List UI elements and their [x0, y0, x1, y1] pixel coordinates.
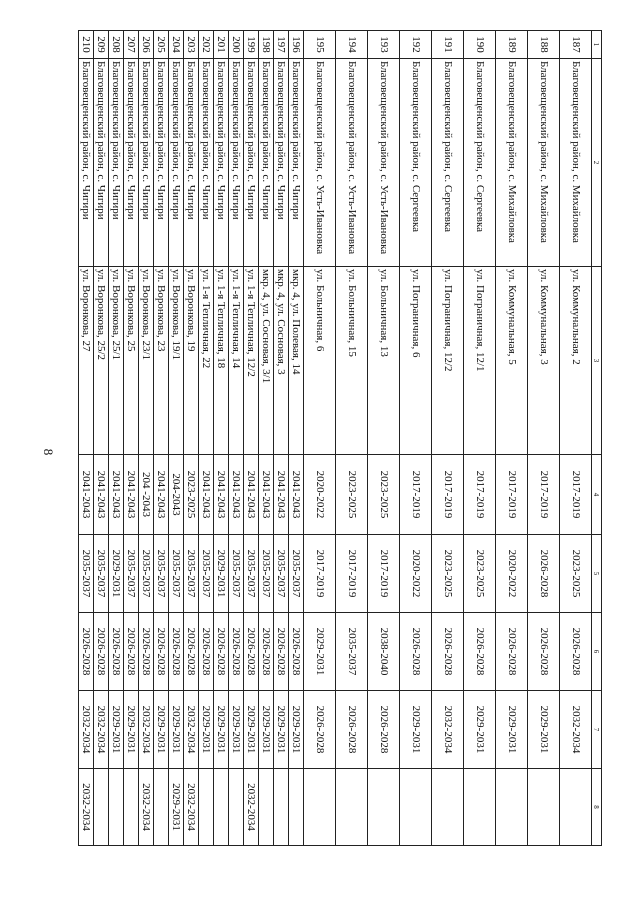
period-col7-cell: 2026-2028 [368, 691, 400, 769]
period-col7-cell: 2029-2031 [496, 691, 528, 769]
district-cell: Благовещенский район, с. Усть-Ивановка [368, 59, 400, 267]
district-cell: Благовещенский район, с. Чигири [214, 59, 229, 267]
period-col8-cell [528, 769, 560, 846]
period-col6-cell: 2026-2028 [154, 613, 169, 691]
header-cell-1: 1 [592, 31, 602, 59]
period-col4-cell: 2041-2043 [229, 455, 244, 535]
period-col6-cell: 2026-2028 [244, 613, 259, 691]
period-col6-cell: 2026-2028 [199, 613, 214, 691]
period-col4-cell: 2041-2043 [244, 455, 259, 535]
period-col8-cell [259, 769, 274, 846]
address-cell: ул. Коммунальная, 2 [560, 267, 592, 455]
address-cell: ул. Больничная, 15 [336, 267, 368, 455]
district-cell: Благовещенский район, с. Чигири [289, 59, 304, 267]
period-col7-cell: 2029-2031 [154, 691, 169, 769]
period-col5-cell: 2035-2037 [124, 535, 139, 613]
page-number: 8 [41, 448, 56, 456]
district-cell: Благовещенский район, с. Михайловка [528, 59, 560, 267]
period-col8-cell [229, 769, 244, 846]
period-col6-cell: 2026-2028 [560, 613, 592, 691]
table-row [464, 31, 496, 846]
period-col4-cell: 2017-2019 [496, 455, 528, 535]
period-col4-cell: 2017-2019 [560, 455, 592, 535]
period-col8-cell [199, 769, 214, 846]
period-col4-cell: 2023-2025 [368, 455, 400, 535]
header-cell-2: 2 [592, 59, 602, 267]
period-col6-cell: 2026-2028 [229, 613, 244, 691]
period-col8-cell: 2029-2031 [169, 769, 184, 846]
row-number-cell: 207 [124, 31, 139, 59]
period-col7-cell: 2029-2031 [109, 691, 124, 769]
rotated-table-area [80, 30, 602, 845]
period-col5-cell: 2035-2037 [244, 535, 259, 613]
period-col4-cell: 2041-2043 [154, 455, 169, 535]
table-row [199, 31, 214, 846]
header-cell-8: 8 [592, 769, 602, 846]
period-col8-cell [94, 769, 109, 846]
period-col8-cell [289, 769, 304, 846]
period-col6-cell: 2026-2028 [169, 613, 184, 691]
period-col8-cell: 2032-2034 [79, 769, 94, 846]
table-container [80, 30, 602, 845]
row-number-cell: 199 [244, 31, 259, 59]
district-cell: Благовещенский район, с. Чигири [169, 59, 184, 267]
period-col7-cell: 2032-2034 [560, 691, 592, 769]
table-row [560, 31, 592, 846]
row-number-cell: 205 [154, 31, 169, 59]
table-row [124, 31, 139, 846]
table-row [79, 31, 94, 846]
period-col7-cell: 2029-2031 [199, 691, 214, 769]
period-col7-cell: 2029-2031 [229, 691, 244, 769]
period-col7-cell: 2029-2031 [214, 691, 229, 769]
row-number-cell: 203 [184, 31, 199, 59]
period-col6-cell: 2026-2028 [274, 613, 289, 691]
table-row [432, 31, 464, 846]
row-number-cell: 195 [304, 31, 336, 59]
address-cell: ул. Воронкова, 25 [124, 267, 139, 455]
period-col5-cell: 2035-2037 [274, 535, 289, 613]
address-cell: ул. Коммунальная, 3 [528, 267, 560, 455]
period-col7-cell: 2029-2031 [528, 691, 560, 769]
row-number-cell: 189 [496, 31, 528, 59]
period-col5-cell: 2035-2037 [229, 535, 244, 613]
address-cell: ул. Пограничная, 12/2 [432, 267, 464, 455]
row-number-cell: 204 [169, 31, 184, 59]
district-cell: Благовещенский район, с. Чигири [199, 59, 214, 267]
period-col5-cell: 2023-2025 [432, 535, 464, 613]
period-col7-cell: 2029-2031 [169, 691, 184, 769]
district-cell: Благовещенский район, с. Михайловка [560, 59, 592, 267]
period-col5-cell: 2035-2037 [79, 535, 94, 613]
period-col7-cell: 2032-2034 [79, 691, 94, 769]
period-col7-cell: 2029-2031 [274, 691, 289, 769]
period-col8-cell [109, 769, 124, 846]
period-col7-cell: 2032-2034 [432, 691, 464, 769]
period-col5-cell: 2020-2022 [400, 535, 432, 613]
period-col8-cell [214, 769, 229, 846]
header-cell-5: 5 [592, 535, 602, 613]
table-row [274, 31, 289, 846]
district-cell: Благовещенский район, с. Чигири [244, 59, 259, 267]
period-col8-cell [432, 769, 464, 846]
period-col8-cell [336, 769, 368, 846]
period-col6-cell: 2026-2028 [139, 613, 154, 691]
period-col6-cell: 2026-2028 [184, 613, 199, 691]
period-col4-cell: 2023-2025 [336, 455, 368, 535]
table-row [244, 31, 259, 846]
period-col7-cell: 2029-2031 [289, 691, 304, 769]
district-cell: Благовещенский район, с. Чигири [139, 59, 154, 267]
period-col5-cell: 2029-2031 [109, 535, 124, 613]
header-cell-7: 7 [592, 691, 602, 769]
row-number-cell: 192 [400, 31, 432, 59]
period-col4-cell: 2017-2019 [528, 455, 560, 535]
period-col8-cell: 2032-2034 [184, 769, 199, 846]
address-cell: мкр. 4, ул. Сосновая, 3/1 [259, 267, 274, 455]
header-row [592, 31, 602, 846]
period-col4-cell: 204 -2043 [139, 455, 154, 535]
period-col4-cell: 204-2043 [169, 455, 184, 535]
row-number-cell: 201 [214, 31, 229, 59]
period-col5-cell: 2035-2037 [289, 535, 304, 613]
table-row [528, 31, 560, 846]
address-cell: ул. 1-я Тепличная, 22 [199, 267, 214, 455]
period-col5-cell: 2035-2037 [154, 535, 169, 613]
table-row [169, 31, 184, 846]
header-cell-3: 3 [592, 267, 602, 455]
period-col5-cell: 2017-2019 [304, 535, 336, 613]
period-col4-cell: 2041-2043 [94, 455, 109, 535]
table-row [336, 31, 368, 846]
period-col6-cell: 2026-2028 [109, 613, 124, 691]
row-number-cell: 193 [368, 31, 400, 59]
period-col6-cell: 2038-2040 [368, 613, 400, 691]
period-col8-cell [464, 769, 496, 846]
period-col6-cell: 2026-2028 [214, 613, 229, 691]
period-col7-cell: 2032-2034 [184, 691, 199, 769]
period-col4-cell: 2020-2022 [304, 455, 336, 535]
header-cell-4: 4 [592, 455, 602, 535]
period-col8-cell [560, 769, 592, 846]
address-cell: ул. Пограничная, 12/1 [464, 267, 496, 455]
row-number-cell: 188 [528, 31, 560, 59]
address-cell: ул. Воронкова, 25/2 [94, 267, 109, 455]
row-number-cell: 210 [79, 31, 94, 59]
district-cell: Благовещенский район, с. Сергеевка [400, 59, 432, 267]
row-number-cell: 208 [109, 31, 124, 59]
period-col8-cell: 2032-2034 [139, 769, 154, 846]
district-cell: Благовещенский район, с. Чигири [79, 59, 94, 267]
address-cell: ул. Воронкова, 23/1 [139, 267, 154, 455]
period-col8-cell: 2032-2034 [244, 769, 259, 846]
row-number-cell: 187 [560, 31, 592, 59]
district-cell: Благовещенский район, с. Чигири [274, 59, 289, 267]
row-number-cell: 209 [94, 31, 109, 59]
table-row [368, 31, 400, 846]
period-col4-cell: 2041-2043 [274, 455, 289, 535]
row-number-cell: 190 [464, 31, 496, 59]
period-col8-cell [274, 769, 289, 846]
period-col5-cell: 2023-2025 [560, 535, 592, 613]
period-col5-cell: 2035-2037 [139, 535, 154, 613]
district-cell: Благовещенский район, с. Чигири [229, 59, 244, 267]
table-row [154, 31, 169, 846]
row-number-cell: 191 [432, 31, 464, 59]
period-col6-cell: 2026-2028 [289, 613, 304, 691]
table-body [79, 31, 602, 846]
address-cell: ул. 1-я Тепличная, 14 [229, 267, 244, 455]
period-col6-cell: 2026-2028 [124, 613, 139, 691]
table-row [289, 31, 304, 846]
district-cell: Благовещенский район, с. Сергеевка [464, 59, 496, 267]
period-col5-cell: 2035-2037 [259, 535, 274, 613]
period-col7-cell: 2032-2034 [94, 691, 109, 769]
period-col4-cell: 2041-2043 [289, 455, 304, 535]
period-col8-cell [154, 769, 169, 846]
address-cell: мкр. 4, ул. Полевая, 14 [289, 267, 304, 455]
address-cell: ул. Пограничная, 6 [400, 267, 432, 455]
district-cell: Благовещенский район, с. Михайловка [496, 59, 528, 267]
period-col7-cell: 2032-2034 [139, 691, 154, 769]
address-cell: ул. Воронкова, 23 [154, 267, 169, 455]
period-col7-cell: 2026-2028 [336, 691, 368, 769]
row-number-cell: 202 [199, 31, 214, 59]
period-col7-cell: 2029-2031 [400, 691, 432, 769]
table-row [304, 31, 336, 846]
district-cell: Благовещенский район, с. Чигири [109, 59, 124, 267]
period-col4-cell: 2017-2019 [464, 455, 496, 535]
period-col7-cell: 2029-2031 [244, 691, 259, 769]
period-col5-cell: 2017-2019 [336, 535, 368, 613]
table-row [496, 31, 528, 846]
address-cell: ул. 1-я Тепличная, 18 [214, 267, 229, 455]
period-col8-cell [496, 769, 528, 846]
row-number-cell: 206 [139, 31, 154, 59]
period-col6-cell: 2026-2028 [79, 613, 94, 691]
period-col8-cell [124, 769, 139, 846]
row-number-cell: 196 [289, 31, 304, 59]
table-row [109, 31, 124, 846]
period-col8-cell [304, 769, 336, 846]
period-col4-cell: 2041-2043 [214, 455, 229, 535]
period-col5-cell: 2035-2037 [184, 535, 199, 613]
address-cell: мкр. 4, ул. Сосновая, 3 [274, 267, 289, 455]
header-cell-6: 6 [592, 613, 602, 691]
period-col6-cell: 2026-2028 [94, 613, 109, 691]
address-cell: ул. Воронкова, 27 [79, 267, 94, 455]
period-col6-cell: 2026-2028 [400, 613, 432, 691]
district-cell: Благовещенский район, с. Чигири [124, 59, 139, 267]
period-col5-cell: 2029-2031 [214, 535, 229, 613]
table-row [214, 31, 229, 846]
period-col6-cell: 2026-2028 [464, 613, 496, 691]
period-col5-cell: 2020-2022 [496, 535, 528, 613]
period-col5-cell: 2035-2037 [94, 535, 109, 613]
address-cell: ул. 1-я Тепличная, 12/2 [244, 267, 259, 455]
period-col6-cell: 2035-2037 [336, 613, 368, 691]
table-row [259, 31, 274, 846]
table-row [94, 31, 109, 846]
period-col6-cell: 2029-2031 [304, 613, 336, 691]
period-col7-cell: 2029-2031 [464, 691, 496, 769]
row-number-cell: 194 [336, 31, 368, 59]
period-col4-cell: 2041-2043 [124, 455, 139, 535]
period-col4-cell: 2017-2019 [432, 455, 464, 535]
period-col5-cell: 2023-2025 [464, 535, 496, 613]
period-col5-cell: 2026-2028 [528, 535, 560, 613]
district-cell: Благовещенский район, с. Чигири [259, 59, 274, 267]
schedule-table [78, 30, 602, 846]
period-col6-cell: 2026-2028 [496, 613, 528, 691]
table-row [139, 31, 154, 846]
period-col6-cell: 2026-2028 [432, 613, 464, 691]
table-row [184, 31, 199, 846]
period-col6-cell: 2026-2028 [259, 613, 274, 691]
period-col4-cell: 2041-2043 [199, 455, 214, 535]
period-col4-cell: 2023-2025 [184, 455, 199, 535]
district-cell: Благовещенский район, с. Сергеевка [432, 59, 464, 267]
row-number-cell: 200 [229, 31, 244, 59]
period-col4-cell: 2041-2043 [259, 455, 274, 535]
period-col4-cell: 2017-2019 [400, 455, 432, 535]
period-col5-cell: 2017-2019 [368, 535, 400, 613]
address-cell: ул. Больничная, 6 [304, 267, 336, 455]
period-col8-cell [400, 769, 432, 846]
address-cell: ул. Воронкова, 25/1 [109, 267, 124, 455]
address-cell: ул. Воронкова, 19/1 [169, 267, 184, 455]
address-cell: ул. Коммунальная, 5 [496, 267, 528, 455]
table-row [229, 31, 244, 846]
period-col6-cell: 2026-2028 [528, 613, 560, 691]
table-row [400, 31, 432, 846]
period-col7-cell: 2029-2031 [124, 691, 139, 769]
period-col4-cell: 2041-2043 [79, 455, 94, 535]
district-cell: Благовещенский район, с. Чигири [184, 59, 199, 267]
period-col8-cell [368, 769, 400, 846]
district-cell: Благовещенский район, с. Чигири [94, 59, 109, 267]
row-number-cell: 198 [259, 31, 274, 59]
district-cell: Благовещенский район, с. Усть-Ивановка [304, 59, 336, 267]
address-cell: ул. Воронкова, 19 [184, 267, 199, 455]
row-number-cell: 197 [274, 31, 289, 59]
period-col4-cell: 2041-2043 [109, 455, 124, 535]
period-col7-cell: 2026-2028 [304, 691, 336, 769]
period-col7-cell: 2029-2031 [259, 691, 274, 769]
period-col5-cell: 2035-2037 [169, 535, 184, 613]
period-col5-cell: 2035-2037 [199, 535, 214, 613]
address-cell: ул. Больничная, 13 [368, 267, 400, 455]
district-cell: Благовещенский район, с. Чигири [154, 59, 169, 267]
district-cell: Благовещенский район, с. Усть-Ивановка [336, 59, 368, 267]
